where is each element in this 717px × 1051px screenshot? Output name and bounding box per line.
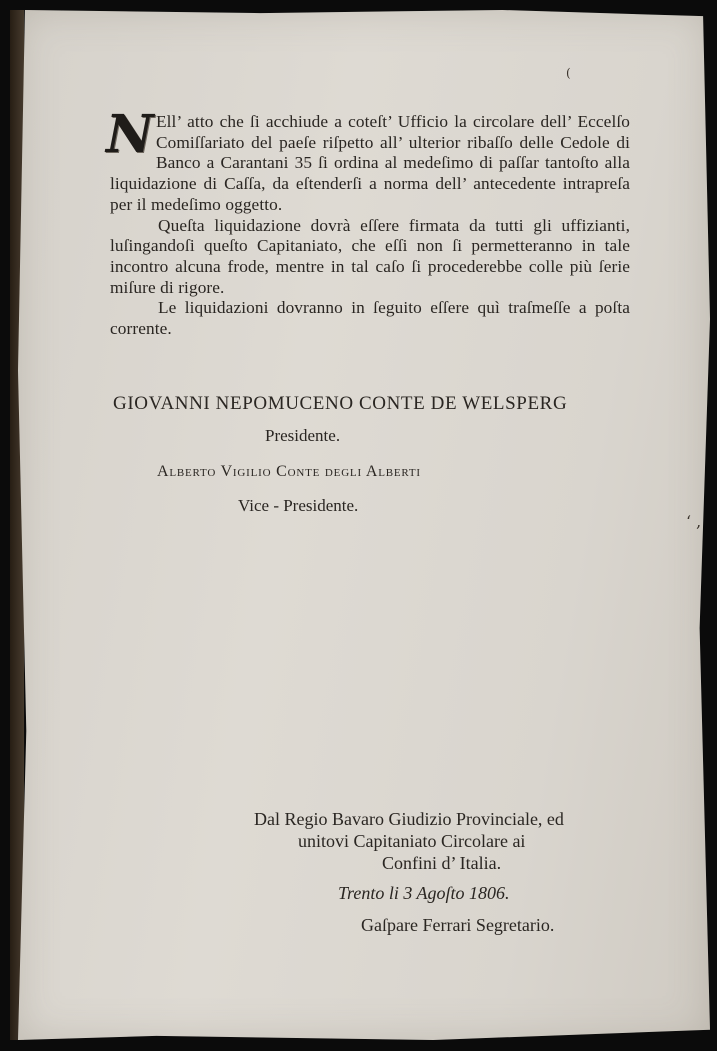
signatory-1-title: Presidente. [265,426,341,445]
signatory-2-name: Alberto Vigilio Conte degli Alberti [157,463,421,480]
dateline: Trento li 3 Agoſto 1806. [338,883,510,903]
body-paragraph-2: Queſta liquidazione dovrà eſſere firmata da tutti gli uffizianti, luſingandoſi queſto Capitaniato, che eſſi non ſi permetteranno in tale incontro alcuna frode, mentre in tal caſo ſi procederebbe colle più ſerie miſure di rigore. [110,215,630,297]
signatory-2-title: Vice - Presidente. [238,496,359,515]
issuer-line-1: Dal Regio Bavaro Giudizio Provinciale, ed [254,809,564,829]
secretary-signature: Gaſpare Ferrari Segretario. [361,915,555,935]
body-paragraph-1 [106,104,630,340]
signatory-1-name: GIOVANNI NEPOMUCENO CONTE DE WELSPERG [113,393,568,414]
issuer-line-2: unitovi Capitaniato Circolare ai [298,831,526,851]
ink-blemish-mark: ‘ , [686,512,702,531]
paper-crease-mark: ( [566,66,571,80]
paragraph-1-text: Ell’ atto che ſi acchiude a coteſt’ Ufficio la circolare dell’ Eccelſo Comiſſariato del paeſe riſpetto all’ ulterior ribaſſo delle Cedole di Banco a Carantani 35 ſi ordina al medeſimo di paſſar tantoſto alla liquidazione di Caſſa, da eſtenderſi a norma dell’ antecedente intrapreſa per il medeſimo oggetto. [110,112,630,214]
dropcap-letter: N [106,104,154,165]
body-paragraph-3: Le liquidazioni dovranno in ſeguito eſſere quì traſmeſſe a poſta corrente. [110,298,630,339]
issuer-line-3: Confini d’ Italia. [382,853,502,873]
